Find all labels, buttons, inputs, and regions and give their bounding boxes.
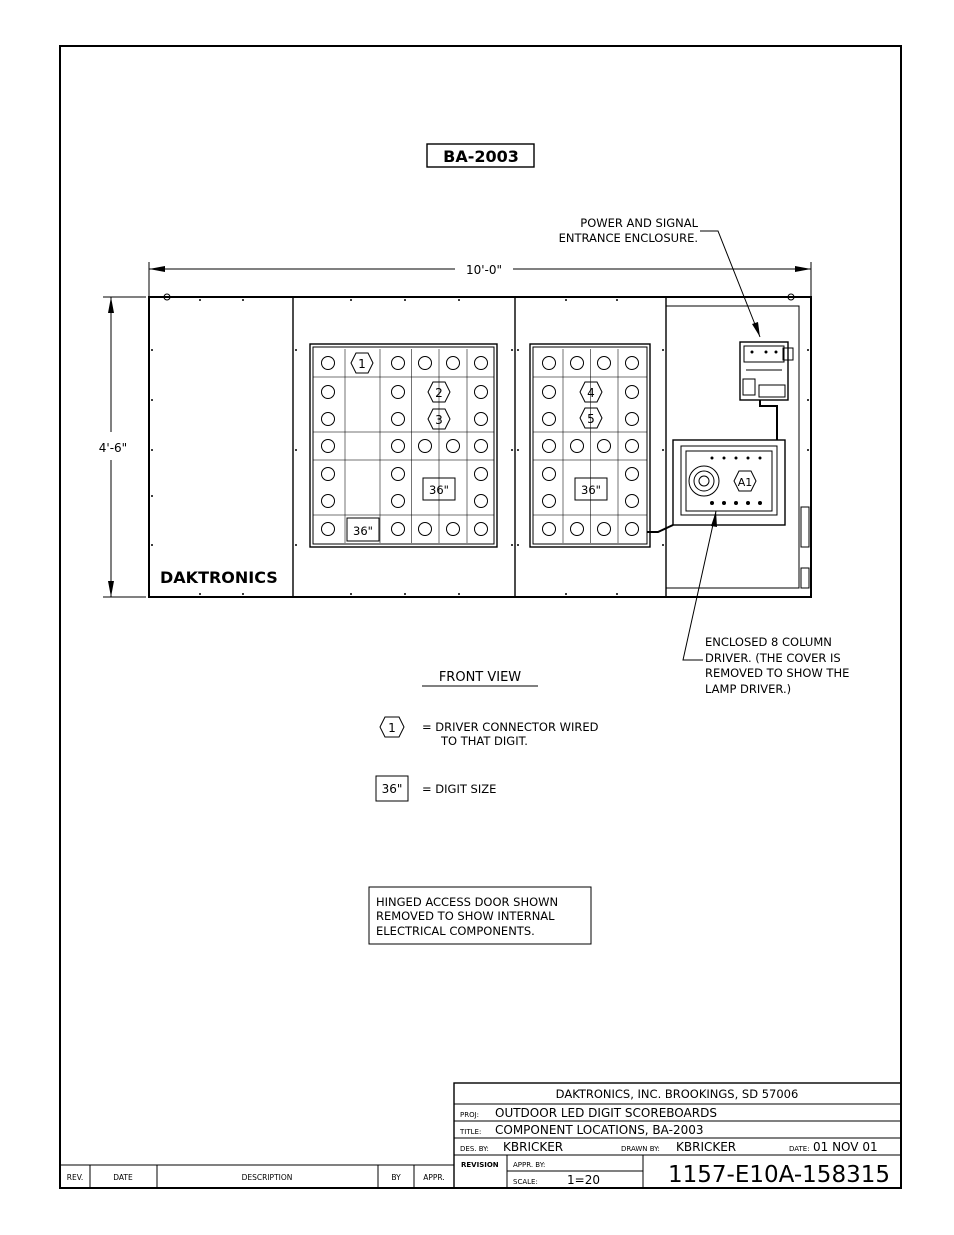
view-label (422, 670, 538, 686)
lamp-socket (475, 413, 488, 426)
lamp-socket (626, 357, 639, 370)
lamp-driver-enclosure (673, 440, 785, 525)
sheet-border (60, 46, 901, 1188)
lamp-socket (571, 523, 584, 536)
driver-marker: A1 (737, 476, 753, 489)
lamp-socket (475, 523, 488, 536)
company-line: DAKTRONICS, INC. BROOKINGS, SD 57006 (555, 1087, 799, 1101)
project-name: OUTDOOR LED DIGIT SCOREBOARDS (495, 1106, 717, 1120)
lamp-socket (392, 440, 405, 453)
lamp-socket (543, 495, 556, 508)
lamp-socket (447, 357, 460, 370)
lamp-socket (571, 357, 584, 370)
drawing-number: 1157-E10A-158315 (668, 1162, 890, 1188)
lamp-socket (543, 386, 556, 399)
lamp-socket (598, 523, 611, 536)
title-block (454, 1083, 901, 1188)
svg-text:APPR. BY:: APPR. BY: (513, 1161, 546, 1169)
lamp-socket (392, 523, 405, 536)
lamp-socket (447, 440, 460, 453)
lamp-socket (626, 386, 639, 399)
driver-callout-line-3: REMOVED TO SHOW THE (705, 666, 850, 680)
designed-by: KBRICKER (503, 1140, 564, 1154)
lamp-socket (475, 440, 488, 453)
digit-size-boxes (347, 478, 607, 541)
lamp-socket (626, 495, 639, 508)
lamp-socket (322, 495, 335, 508)
lamp-socket (626, 413, 639, 426)
digit-size-label: 36" (353, 524, 373, 538)
svg-text:SCALE:: SCALE: (513, 1178, 538, 1186)
lamp-socket (322, 523, 335, 536)
rev-header-appr: APPR. (423, 1173, 445, 1182)
lamp-socket (322, 440, 335, 453)
lamp-socket (419, 523, 432, 536)
lamp-socket (392, 357, 405, 370)
svg-text:REVISION: REVISION (461, 1161, 499, 1169)
lamp-socket (322, 357, 335, 370)
lamp-socket (598, 440, 611, 453)
digit-panel-left (310, 344, 497, 547)
lamp-socket (598, 357, 611, 370)
lamp-socket (626, 523, 639, 536)
lamp-socket (475, 495, 488, 508)
model-title-box (427, 144, 534, 167)
lamp-socket (322, 468, 335, 481)
power-callout (559, 216, 760, 337)
rev-header-rev: REV. (66, 1173, 84, 1182)
revision-block (60, 1165, 454, 1188)
drawing-title: COMPONENT LOCATIONS, BA-2003 (495, 1123, 704, 1137)
power-callout-line-2: ENTRANCE ENCLOSURE. (558, 231, 698, 245)
rev-header-by: BY (391, 1173, 401, 1182)
svg-text:2: 2 (435, 386, 443, 400)
svg-text:DES. BY:: DES. BY: (460, 1145, 489, 1153)
lamp-socket (392, 413, 405, 426)
lamp-socket (392, 468, 405, 481)
note-line-1: HINGED ACCESS DOOR SHOWN (376, 895, 559, 909)
power-callout-line-1: POWER AND SIGNAL (580, 216, 698, 230)
rev-header-date: DATE (113, 1173, 133, 1182)
lamp-socket (543, 468, 556, 481)
note-line-3: ELECTRICAL COMPONENTS. (376, 924, 535, 938)
lamp-socket (543, 440, 556, 453)
note-line-2: REMOVED TO SHOW INTERNAL (376, 909, 555, 923)
svg-text:5: 5 (587, 412, 595, 426)
height-label: 4'-6" (98, 441, 128, 455)
legend-connector-symbol: 1 (388, 721, 396, 735)
digit-marker-1 (351, 353, 373, 373)
lamp-socket (322, 413, 335, 426)
legend-size-text: = DIGIT SIZE (422, 782, 497, 796)
digit-size-label: 36" (581, 483, 601, 497)
model-title: BA-2003 (443, 147, 519, 166)
lamp-socket (475, 468, 488, 481)
digit-size-label: 36" (429, 483, 449, 497)
digit-panel-right (530, 344, 650, 547)
svg-text:TITLE:: TITLE: (460, 1128, 482, 1136)
lamp-socket (475, 357, 488, 370)
driver-callout (683, 511, 849, 696)
legend-size-symbol: 36" (381, 782, 403, 796)
power-signal-enclosure (740, 342, 793, 400)
lamp-socket (626, 440, 639, 453)
driver-callout-line-1: ENCLOSED 8 COLUMN (705, 635, 832, 649)
lamp-socket (392, 495, 405, 508)
lamp-socket (543, 523, 556, 536)
lamp-socket (447, 523, 460, 536)
lamp-socket (322, 386, 335, 399)
legend-connector-text-2: TO THAT DIGIT. (441, 734, 528, 748)
svg-text:DRAWN BY:: DRAWN BY: (621, 1145, 660, 1153)
drawing-scale: 1=20 (567, 1173, 600, 1187)
lamp-socket (419, 440, 432, 453)
height-dimension (99, 297, 146, 597)
drawing-date: 01 NOV 01 (813, 1140, 878, 1154)
digit-markers (351, 353, 602, 429)
svg-text:4: 4 (587, 386, 595, 400)
lamp-socket (543, 413, 556, 426)
lamp-socket (543, 357, 556, 370)
note-box (369, 887, 591, 944)
lamp-socket (419, 357, 432, 370)
driver-callout-line-4: LAMP DRIVER.) (705, 682, 792, 696)
svg-text:DATE:: DATE: (789, 1145, 810, 1153)
brand-logo: DAKTRONICS (160, 568, 278, 587)
legend (376, 717, 599, 801)
lamp-socket (571, 440, 584, 453)
lamp-socket (392, 386, 405, 399)
rev-header-description: DESCRIPTION (241, 1173, 293, 1182)
svg-text:PROJ:: PROJ: (460, 1111, 480, 1119)
driver-callout-line-2: DRIVER. (THE COVER IS (705, 651, 841, 665)
svg-text:FRONT VIEW: FRONT VIEW (438, 670, 522, 685)
width-dimension (149, 262, 811, 296)
svg-text:1: 1 (358, 357, 366, 371)
drawn-by: KBRICKER (676, 1140, 737, 1154)
lamp-socket (626, 468, 639, 481)
legend-connector-text-1: = DRIVER CONNECTOR WIRED (422, 720, 599, 734)
lamp-socket (475, 386, 488, 399)
width-label: 10'-0" (465, 263, 503, 277)
svg-text:3: 3 (435, 413, 443, 427)
